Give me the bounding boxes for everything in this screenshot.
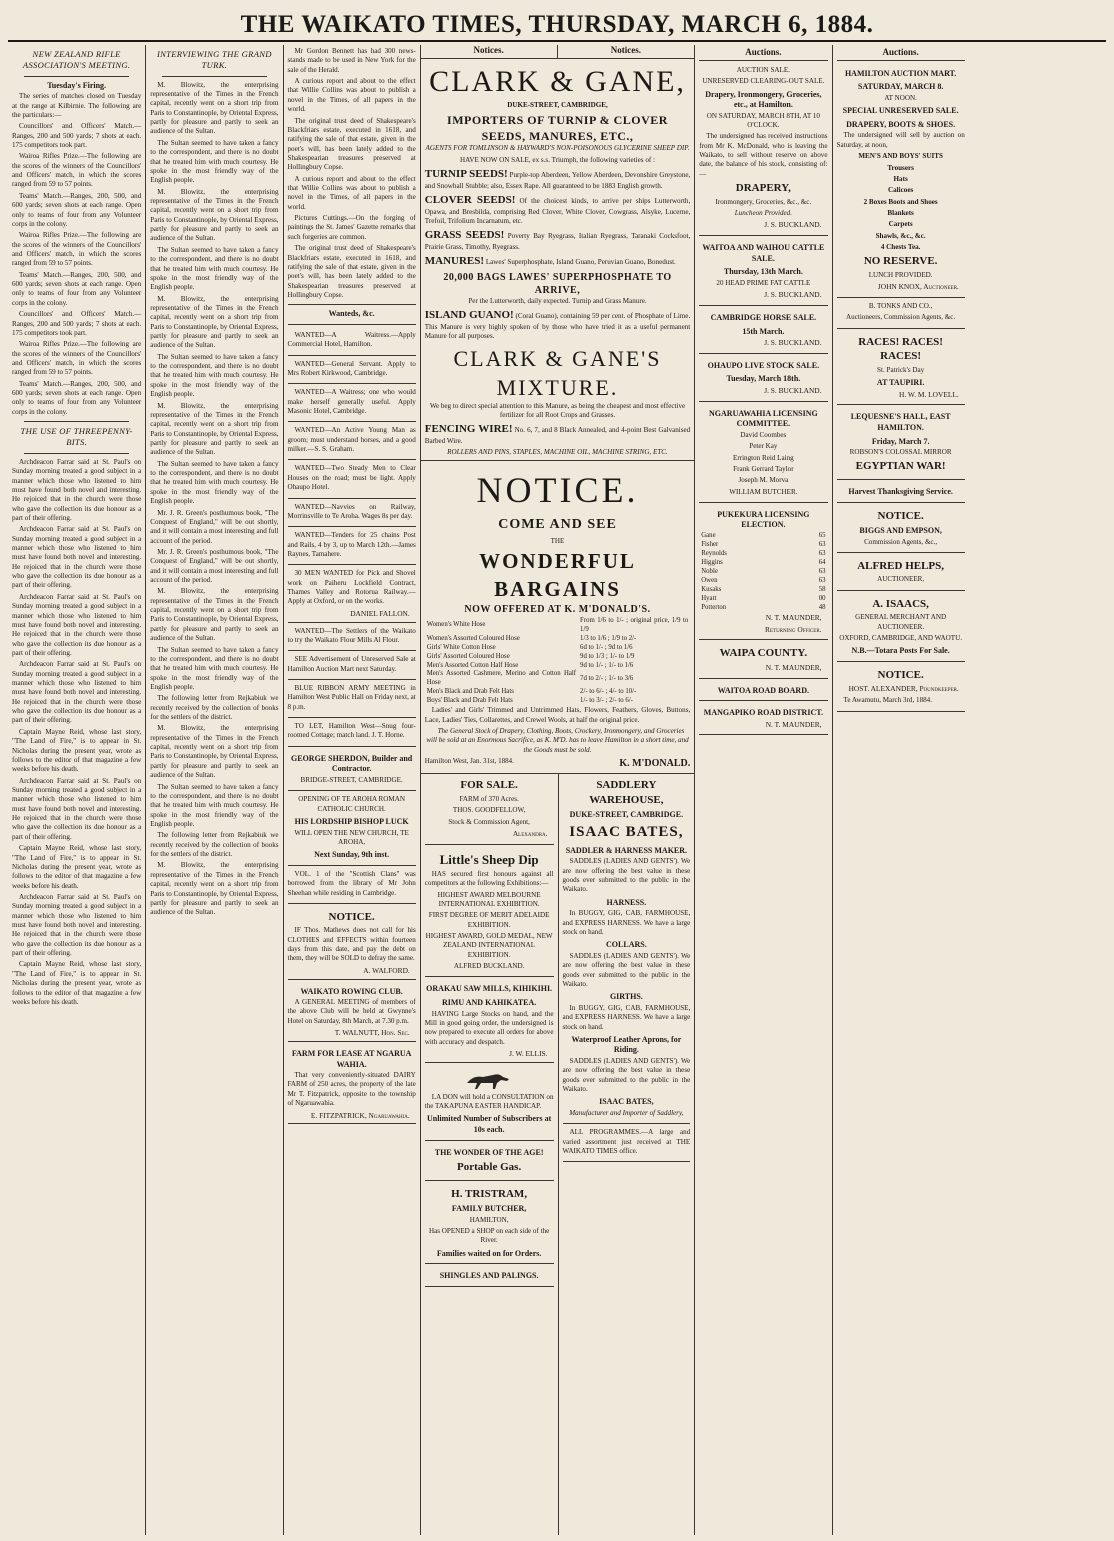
saddlery-ad: SADDLERY WAREHOUSE, DUKE-STREET, CAMBRIDGE. ISAAC BATES, SADDLER & HARNESS MAKER. SADDLES (LADIES AND GENTS'). We are now offering the best value in these goods ever submitted to the public in the Waikato. HARNESS. In BUGGY, GIG, CAB, FARMHOUSE, and EXPRESS HARNESS. We have a large stock on hand. COLLARS. SADDLES (LADIES AND GENTS'). We are now offering the best value in these goods ever submitted to the public in the Waikato. GIRTHS. In BUGGY, GIG, CAB, FARMHOUSE, and EXPRESS HARNESS. We have a large stock on hand. Waterproof Leather Aprons, for Riding. SADDLES (LADIES AND GENTS'). We are now offering the best value in these goods ever submitted to the public in the Waikato. ISAAC BATES, Manufacturer and Importer of Saddlery, (563, 774, 691, 1124)
vote-row (699, 568, 827, 577)
races-ad: RACES! RACES! RACES! St. Patrick's Day AT TAUPIRI. H. W. M. LOVELL. (837, 331, 965, 406)
livestock-sale-ad: OHAUPO LIVE STOCK SALE. Tuesday, March 18th. J. S. BUCKLAND. (699, 356, 827, 402)
vote-row (699, 559, 827, 568)
classified-ad: WANTED—The Settlers of the Waikato to try the Waikato Flour Mills Al Flour. (288, 625, 416, 652)
shingles-ad: SHINGLES AND PALINGS. (425, 1266, 554, 1287)
candidate-list (699, 431, 827, 497)
vote-row (699, 577, 827, 586)
notice-ad: NOTICE. IF Thos. Mathews does not call for his CLOTHES and EFFECTS within fourteen days from this date, and pay the debt on them, they will be SOLD to defray the same. A. WALFORD. (288, 906, 416, 980)
waipa-ad: WAIPA COUNTY. N. T. MAUNDER, (699, 642, 827, 678)
article-paragraph: Archdeacon Farrar said at St. Paul's on Sunday morning treated a good subject in a manner which those who listened to him must have found both novel and interesting. He rejoiced that in the church were those who gave the collection its due honour as a part of their offering. (12, 592, 142, 657)
rowing-ad: WAIKATO ROWING CLUB. A GENERAL MEETING of members of the above Club will be held at Gwynne's Hotel on Saturday, 8th March, at 7.30 p.m. T. WALNUTT, Hon. Sec. (288, 982, 416, 1042)
helps-ad: ALFRED HELPS, AUCTIONEER, (837, 555, 965, 591)
vote-name: Hyatt (701, 594, 717, 602)
article-paragraph: M. Blowitz, the enterprising representative of the Times in the French capital, recently went on a short trip from Paris to Constantinople, by Oriental Express, partly for pleasure and partly to seek an audience of the Sultan. (150, 187, 279, 243)
column-4 (421, 774, 558, 1535)
vote-name: Fisher (701, 541, 719, 548)
vote-count: 63 (818, 576, 826, 584)
vote-name: Gane (701, 532, 716, 540)
article-paragraph: Wairoa Rifles Prize.—The following are the scores of the winners of the Councillors' and Officers' match, in which the scores ranged from 59 to 57 points. (12, 152, 142, 189)
sale-item: Calicoes (888, 186, 914, 195)
article-paragraph: M. Blowitz, the enterprising representative of the Times in the French capital, recently went on a short trip from Paris to Constantinople, by Oriental Express, partly for pleasure and partly to seek an audience of the Sultan. (150, 80, 279, 136)
notices-header: Notices. (421, 45, 558, 59)
clark-gane-importers: IMPORTERS OF TURNIP & CLOVER SEEDS, MANURES, ETC., (447, 112, 668, 143)
article-paragraph: Archdeacon Farrar said at St. Paul's on Sunday morning treated a good subject in a manner which those who listened to him must have found both novel and interesting. He rejoiced that in the church were those who gave the collection its due honour as a part of their offering. (12, 525, 142, 590)
article-paragraph: The following letter from Rejkabiuk we recently received by the collection of books for the settlers of the district. (150, 694, 279, 722)
article-paragraph: The Sultan seemed to have taken a fancy to the correspondent, and there is no doubt that he treated him with much courtesy. He spoke in the most friendly way of the English people. (150, 459, 279, 506)
vote-row (699, 604, 827, 613)
candidate-name: Frank Gerrard Taylor (733, 464, 794, 473)
price-row (425, 662, 691, 671)
classified-ad: WANTED—Two Steady Men to Clear Houses on the road; must be light. Apply Ohaupo Hotel. (288, 462, 416, 498)
gas-ad: THE WONDER OF THE AGE! Portable Gas. (425, 1143, 554, 1181)
consultation-ad: LA DON will hold a CONSULTATION on the TAKAPUNA EASTER HANDICAP. Unlimited Number of Subscribers at 10s each. (425, 1065, 554, 1141)
article-paragraph: M. Blowitz, the enterprising representative of the Times in the French capital, recently went on a short trip from Paris to Constantinople, by Oriental Express, partly for pleasure and partly to seek an audience of the Sultan. (150, 401, 279, 457)
vote-name: Owen (701, 576, 718, 584)
church-ad: OPENING OF TE AROHA ROMAN CATHOLIC CHURCH. HIS LORDSHIP BISHOP LUCK WILL OPEN THE NEW CHURCH, TE AROHA, Next Sunday, 9th inst. (288, 793, 416, 866)
price-row (425, 670, 691, 688)
sale-item: Shawls, &c., &c. (875, 231, 926, 240)
farm-ad: FARM FOR LEASE AT NGARUA WAHIA. That very conveniently-situated DAIRY FARM of 250 acres, the property of the late Mr T. Fitzpatrick, opposite to the township of Ngaruawahia. E. FITZPATRICK, Ngaruawahia. (288, 1044, 416, 1124)
article-paragraph: Archdeacon Farrar said at St. Paul's on Sunday morning treated a good subject in a manner which those who listened to him must have found both novel and interesting. He rejoiced that in the church were those who gave the collection its due honour as a part of their offering. (12, 660, 142, 725)
clearing-sale-ad: AUCTION SALE. UNRESERVED CLEARING-OUT SALE. Drapery, Ironmongery, Groceries, etc., at Hamilton. ON SATURDAY, MARCH 8TH, AT 10 O'CLOCK. The undersigned has received instructions from Mr K. McDonald, who is leaving the Waikato, to sell without reserve on above date, the balance of his stock, consisting of:— DRAPERY, Ironmongery, Groceries, &c., &c. Luncheon Provided. J. S. BUCKLAND. (699, 64, 827, 236)
article-paragraph: The original trust deed of Shakespeare's Blackfriars estate, executed in 1618, and ratifying the sale of that estate, given in the poet's will, has been lately added to the Shakespearian treasures preserved at Hollingbury Copse. (287, 116, 416, 172)
classified-ad: WANTED—An Active Young Man as groom; must understand horses, and a good milker.—S. S. Graham. (288, 424, 416, 460)
sheep-dip-ad: Little's Sheep Dip HAS secured first honours against all competitors at the following Exhibitions:— HIGHEST AWARD MELBOURNE INTERNATIONAL EXHIBITION. FIRST DEGREE OF MERIT ADELAIDE EXHIBITION. HIGHEST AWARD, GOLD MEDAL, NEW ZEALAND INTERNATIONAL EXHIBITION. ALFRED BUCKLAND. (425, 847, 554, 978)
article-paragraph: Pictures Cuttings.—On the forging of paintings the St. James' Gazette remarks that such forgeries are common. (287, 214, 416, 241)
candidate-name: Joseph M. Morva (738, 476, 789, 485)
vote-row (699, 595, 827, 604)
column-7 (832, 45, 969, 1535)
classified-ad: TO LET, Hamilton West—Snug four-roomed Cottage; match land. J. T. Horne. (288, 720, 416, 747)
tonks-ad: B. TONKS AND CO., Auctioneers, Commission Agents, &c. (837, 300, 965, 329)
pukekura-ad: PUKEKURA LICENSING ELECTION. Gane 65 Fisher 63 Reynolds 63 Higgins 64 Noble 63 Owen 63 Kusaks 58 Hyatt 00 Potterton 48 N. T. MAUNDER, Returning Officer. (699, 505, 827, 640)
tuesday-heading: Tuesday's Firing. (47, 80, 107, 90)
article-paragraph: The series of matches closed on Tuesday at the range at Kilbirnie. The following are the particulars:— (12, 92, 142, 119)
waitoa-road-ad: WAITOA ROAD BOARD. (699, 681, 827, 702)
price-item: Girls' Assorted Coloured Hose (426, 652, 510, 660)
vote-count: 00 (818, 594, 826, 602)
price-row (425, 644, 691, 653)
harvest-ad: Harvest Thanksgiving Service. (837, 482, 965, 503)
horse-sale-ad: CAMBRIDGE HORSE SALE. 15th March. J. S. BUCKLAND. (699, 308, 827, 354)
classified-ad: BLUE RIBBON ARMY MEETING in Hamilton West Public Hall on Friday next, at 8 p.m. (288, 682, 416, 718)
article-paragraph: Wairoa Rifles Prize.—The following are the scores of the winners of the Councillors' and Officers' match, in which the scores ranged from 59 to 57 points. (12, 340, 142, 377)
price-row (425, 617, 691, 635)
price-item: Boys' Black and Drab Felt Hats (426, 697, 513, 705)
vote-row (699, 541, 827, 550)
clark-gane-ad: CLARK & GANE, DUKE-STREET, CAMBRIDGE, IMPORTERS OF TURNIP & CLOVER SEEDS, MANURES, ETC., AGENTS FOR TOMLINSON & HAYWARD'S NON-POISONOUS GLYCERINE SHEEP DIP. HAVE NOW ON SALE, ex s.s. Triumph, the following varieties of : TURNIP SEEDS! Purple-top Aberdeen, Yellow Aberdeen, Devonshire Greystone, and Snowball Stubble; also, Essex Rape. All guaranteed to be 1883 English growth. CLOVER SEEDS! Of the choicest kinds, to arrive per ships Lutterworth, Opawa, and Bresbilda, comprising Red Clover, White Clover, Cowgrass, Alsyke, Lucerne, Trefoil, Trifolium Incarnatum, etc. GRASS SEEDS! Poverty Bay Ryegrass, Italian Ryegrass, Taranaki Cocksfoot, Prairie Grass, Timothy, Ryegrass. MANURES! Lawes' Superphosphate, Island Guano, Peruvian Guano, Bonedust. 20,000 BAGS LAWES' SUPERPHOSPHATE TO ARRIVE, Per the Lutterworth, daily expected. Turnip and Grass Manure. ISLAND GUANO! (Coral Guano), containing 59 per cent. of Phosphate of Lime. This Manure is very highly spoken of by those who have tried it as a useful permanent Manure for all purposes. CLARK & GANE'S MIXTURE. We beg to direct special attention to this Manure, as being the cheapest and most effective fertilizer for all Root Crops and Grasses. FENCING WIRE! No. 6, 7, and 8 Black Annealed, and 4-point Best Galvanised Barbed Wire. ROLLERS AND PINS, STAPLES, MACHINE OIL, MACHINE STRING, ETC. (421, 62, 695, 461)
sale-items (837, 152, 965, 252)
notices-lower (421, 774, 695, 1535)
article-paragraph: Archdeacon Farrar said at St. Paul's on Sunday morning treated a good subject in a manner which those who listened to him must have found both novel and interesting. He rejoiced that in the church were those who gave the collection its due honour as a part of their offering. (12, 776, 142, 841)
article-paragraph: Captain Mayne Reid, whose last story, "The Land of Fire," is to appear in St. Nicholas during the present year, wrote as follows to the editor of that magazine a few weeks before his death. (12, 960, 142, 1006)
price-range: 9d to 1/3 ; 1/- to 1/9 (580, 652, 635, 660)
sale-item: MEN'S AND BOYS' SUITS (858, 152, 943, 161)
classified-ad: 30 MEN WANTED for Pick and Shovel work on Paiheru Lockfield Contract, Thames Valley and Rotorua Railway.—Apply at Oxford, or on the works. DANIEL FALLON. (288, 567, 416, 622)
columns (8, 45, 1106, 1535)
racehorse-icon (459, 1069, 519, 1091)
article-paragraph: Councillors' and Officers' Match.—Ranges, 200 and 500 yards; 7 shots at each. 175 competitors took part. (12, 310, 142, 337)
price-table (425, 617, 691, 707)
auctions-header: Auctions. (699, 47, 827, 61)
vote-name: Potterton (701, 603, 727, 611)
candidate-name: Peter Kay (749, 442, 778, 451)
mcdonald-ad: NOTICE. COME AND SEE THE WONDERFUL BARGAINS NOW OFFERED AT K. M'DONALD'S. Women's White Hose From 1/6 to 1/- ; original price, 1/9 to 1/9 Women's Assorted Coloured Hose 1/3 to 1/6 ; 1/9 to 2/- Girls' White Cotton Hose 6d to 1/- ; 9d to 1/6 Girls' Assorted Coloured Hose 9d to 1/3 ; 1/- to 1/9 Men's Assorted Cotton Half Hose 9d to 1/- ; 1/- to 1/6 Men's Assorted Cashmere, Merino and Cotton Half Hose 7d to 2/- ; 1/- to 3/6 Men's Black and Drab Felt Hats 2/- to 6/- ; 4/- to 10/- Boys' Black and Drab Felt Hats 1/- to 3/- ; 2/- to 6/- Ladies' and Girls' Trimmed and Untrimmed Hats, Flowers, Feathers, Gloves, Buttons, Lace, Ladies' Ties, Collarettes, and Crewel Wools, at half the original price. The General Stock of Drapery, Clothing, Boots, Crockery, Ironmongery, and Groceries will be sold at an Enormous Sacrifice, as K. M'D. has to leave Hamilton in a short time, and the Goods must be sold. Hamilton West, Jan. 31st, 1884. K. M'DONALD. (421, 467, 695, 775)
vote-count: 64 (818, 558, 826, 566)
price-row (425, 697, 691, 706)
candidate-name: David Coombes (740, 430, 787, 439)
price-item: Men's Black and Drab Felt Hats (426, 688, 514, 696)
sale-item: 2 Boxes Boots and Shoes (863, 197, 938, 206)
classified-ad: WANTED—General Servant. Apply to Mrs Robert Kirkwood, Cambridge. (288, 358, 416, 385)
price-range: From 1/6 to 1/- ; original price, 1/9 to 1/9 (580, 616, 689, 633)
votes-table (699, 532, 827, 613)
vote-name: Higgins (701, 558, 723, 566)
article-paragraph: The Sultan seemed to have taken a fancy to the correspondent, and there is no doubt that he treated him with much courtesy. He spoke in the most friendly way of the English people. (150, 138, 279, 185)
article-paragraph: Councillors' and Officers' Match.—Ranges, 200 and 500 yards; 7 shots at each. 175 competitors took part. (12, 122, 142, 150)
price-row (425, 653, 691, 662)
vote-name: Reynolds (701, 549, 727, 557)
auctions-header: Auctions. (837, 47, 965, 61)
price-range: 6d to 1/- ; 9d to 1/6 (580, 643, 633, 651)
vote-count: 63 (818, 541, 826, 548)
article-paragraph: A curious report and about to the effect that Willie Collins was about to publish a novel in the Times, of all papers in the world. (287, 174, 416, 211)
classified-ad: WANTED—A Waitress; one who would make herself generally useful. Apply Masonic Hotel, Cambridge. (288, 386, 416, 422)
clark-gane-address: DUKE-STREET, CAMBRIDGE, (507, 101, 608, 110)
article-paragraph: The Sultan seemed to have taken a fancy to the correspondent, and there is no doubt that he treated him with much courtesy. He spoke in the most friendly way of the English people. (150, 645, 279, 691)
price-item: Women's Assorted Coloured Hose (426, 634, 520, 642)
classified-ad: SEE Advertisement of Unreserved Sale at Hamilton Auction Mart next Saturday. (288, 653, 416, 680)
article-paragraph: Teams' Match.—Ranges, 200, 500, and 600 yards; seven shots at each range. Open only to teams of four from any Volunteer corps in the colony. (12, 379, 142, 416)
article-title-turk: INTERVIEWING THE GRAND TURK. (156, 49, 272, 71)
vote-row (699, 586, 827, 595)
cattle-sale-ad: WAITOA AND WAIHOU CATTLE SALE. Thursday, 13th March. 20 HEAD PRIME FAT CATTLE J. S. BUCKLAND. (699, 238, 827, 306)
article-paragraph: Mr. J. R. Green's posthumous book, "The Conquest of England," will be out shortly, and it will contain a most interesting and full account of the period. (150, 508, 279, 545)
notices-header: Notices. (558, 45, 695, 59)
auction-mart-ad: HAMILTON AUCTION MART. SATURDAY, MARCH 8. AT NOON. SPECIAL UNRESERVED SALE. DRAPERY, BOOTS & SHOES. The undersigned will sell by auction on Saturday, at noon, MEN'S AND BOYS' SUITS Trousers Hats Calicoes 2 Boxes Boots and Shoes Blankets Carpets Shawls, &c., &c. 4 Chests Tea. NO RESERVE. LUNCH PROVIDED. JOHN KNOX, Auctioneer. (837, 64, 965, 298)
price-item: Girls' White Cotton Hose (426, 643, 496, 651)
article-paragraph: The Sultan seemed to have taken a fancy to the correspondent, and there is no doubt that he treated him with much courtesy. He spoke in the most friendly way of the English people. (150, 782, 279, 828)
classified-ad: WANTED—Navvies on Railway, Morrinsville to Te Aroha. Wages 8s per day. (288, 501, 416, 528)
column-5 (558, 774, 695, 1535)
classified-ad: WANTED—A Waitress.—Apply Commercial Hotel, Hamilton. (288, 329, 416, 356)
sale-item: 4 Chests Tea. (880, 243, 921, 252)
pound-notice-ad: NOTICE. HOST. ALEXANDER, Poundkeeper. Te Awamutu, March 3rd, 1884. (837, 664, 965, 712)
licensing-ad: NGARUAWAHIA LICENSING COMMITTEE. David Coombes Peter Kay Errington Reid Laing Frank Gerrard Taylor Joseph M. Morva WILLIAM BUTCHER. (699, 404, 827, 503)
notice-title: NOTICE. (476, 469, 639, 510)
article-paragraph: M. Blowitz, the enterprising representative of the Times in the French capital, recently went on a short trip from Paris to Constantinople, by Oriental Express, partly for pleasure and partly to seek an audience of the Sultan. (150, 724, 279, 780)
vote-count: 63 (818, 567, 826, 575)
article-title-rifle: NEW ZEALAND RIFLE ASSOCIATION'S MEETING. (22, 49, 131, 71)
price-row (425, 635, 691, 644)
article-paragraph: M. Blowitz, the enterprising representative of the Times in the French capital, recently went on a short trip from Paris to Constantinople, by Oriental Express, partly for pleasure and partly to seek an audience of the Sultan. (150, 587, 279, 643)
article-paragraph: M. Blowitz, the enterprising representative of the Times in the French capital, recently went on a short trip from Paris to Constantinople, by Oriental Express, partly for pleasure and partly to seek an audience of the Sultan. (150, 861, 279, 917)
price-range: 1/3 to 1/6 ; 1/9 to 2/- (580, 634, 637, 642)
classified-ad: WANTED—Tenders for 25 chains Post and Rails, 4 by 3, up to March 12th.—James Raynes, Tamahere. (288, 529, 416, 565)
candidate-name: Errington Reid Laing (733, 453, 794, 462)
sale-item: Blankets (887, 208, 914, 217)
price-row (425, 688, 691, 697)
column-2 (145, 45, 282, 1535)
sale-item: Trousers (887, 163, 914, 172)
isaacs-ad: A. ISAACS, GENERAL MERCHANT AND AUCTIONEER. OXFORD, CAMBRIDGE, AND WAOTU. N.B.—Totara Posts For Sale. (837, 593, 965, 662)
piako-ad: FOR SALE. FARM of 370 Acres. THOS. GOODFELLOW, Stock & Commission Agent, Alexandra. (425, 774, 554, 844)
lequesne-ad: LEQUESNE'S HALL, EAST HAMILTON. Friday, March 7. ROBSON'S COLOSSAL MIRROR EGYPTIAN WAR! (837, 407, 965, 480)
clark-gane-title: CLARK & GANE, (429, 64, 686, 98)
price-item: Men's Assorted Cashmere, Merino and Cotton Half Hose (426, 670, 577, 687)
sale-item: Carpets (888, 220, 913, 229)
price-range: 2/- to 6/- ; 4/- to 10/- (580, 688, 637, 696)
article-paragraph: Archdeacon Farrar said at St. Paul's on Sunday morning treated a good subject in a manner which those who listened to him must have found both novel and interesting. He rejoiced that in the church were those who gave the collection its due honour as a part of their offering. (12, 892, 142, 958)
wanteds-heading: Wanteds, &c. (328, 309, 375, 319)
price-range: 1/- to 3/- ; 2/- to 6/- (580, 697, 633, 705)
columns-4-5 (420, 45, 695, 1535)
article-paragraph: Captain Mayne Reid, whose last story, "The Land of Fire," is to appear in St. Nicholas during the present year, wrote as follows to the editor of that magazine a few weeks before his death. (12, 727, 142, 774)
candidate-name: WILLIAM BUTCHER. (729, 487, 798, 496)
article-title-threepenny: THE USE OF THREEPENNY-BITS. (20, 426, 133, 448)
masthead: THE WAIKATO TIMES, THURSDAY, MARCH 6, 1884. (8, 8, 1106, 42)
notice-ad: NOTICE. BIGGS AND EMPSON, Commission Agents, &c., (837, 505, 965, 553)
column-6 (694, 45, 831, 1535)
column-3 (283, 45, 420, 1535)
programmes-ad: ALL PROGRAMMES.—A large and varied assortment just received at THE WAIKATO TIMES office. (563, 1126, 691, 1162)
price-range: 9d to 1/- ; 1/- to 1/6 (580, 661, 634, 669)
article-paragraph: A curious report and about to the effect that Willie Collins was about to publish a novel in the Times, of all papers in the world. (287, 77, 416, 114)
sale-item: Hats (893, 174, 908, 183)
notices-headers (421, 45, 695, 62)
price-range: 7d to 2/- ; 1/- to 3/6 (580, 674, 634, 682)
classified-ad: VOL. 1 of the "Scottish Clans" was borrowed from the library of Mr John Sheehan while residing in Cambridge. (288, 868, 416, 904)
mangapiko-ad: MANGAPIKO ROAD DISTRICT. N. T. MAUNDER, (699, 703, 827, 735)
article-paragraph: Mr Gordon Bennett has had 300 news-stands made to be used in New York for the sale of the Herald. (287, 47, 416, 74)
butcher-ad: H. TRISTRAM, FAMILY BUTCHER, HAMILTON, Has OPENED a SHOP on each side of the River. Families waited on for Orders. (425, 1183, 554, 1265)
vote-row (699, 550, 827, 559)
vote-name: Noble (701, 567, 718, 575)
article-paragraph: Archdeacon Farrar said at St. Paul's on Sunday morning treated a good subject in a manner which those who listened to him must have found both novel and interesting. He rejoiced that in the church were those who gave the collection its due honour as a part of their offering. (12, 457, 142, 522)
article-paragraph: M. Blowitz, the enterprising representative of the Times in the French capital, recently went on a short trip from Paris to Constantinople, by Oriental Express, partly for pleasure and partly to seek an audience of the Sultan. (150, 294, 279, 350)
vote-count: 65 (818, 532, 826, 540)
article-paragraph: The original trust deed of Shakespeare's Blackfriars estate, executed in 1618, and ratifying the sale of that estate, given in the poet's will, has been lately added to the Shakespearian treasures preserved at Hollingbury Copse. (287, 244, 416, 299)
builder-ad: GEORGE SHERDON, Builder and Contractor. BRIDGE-STREET, CAMBRIDGE. (288, 749, 416, 791)
column-1 (8, 45, 145, 1535)
article-paragraph: Teams' Match.—Ranges, 200, 500, and 600 yards; seven shots at each range. Open only to teams of four from any Volunteer corps in the colony. (12, 270, 142, 307)
vote-count: 63 (818, 549, 826, 557)
article-paragraph: The following letter from Rejkabiuk we recently received by the collection of books for the settlers of the district. (150, 831, 279, 859)
vote-count: 58 (818, 585, 826, 593)
article-paragraph: Captain Mayne Reid, whose last story, "The Land of Fire," is to appear in St. Nicholas during the present year, wrote as follows to the editor of that magazine a few weeks before his death. (12, 844, 142, 890)
article-paragraph: The Sultan seemed to have taken a fancy to the correspondent, and there is no doubt that he treated him with much courtesy. He spoke in the most friendly way of the English people. (150, 245, 279, 292)
vote-name: Kusaks (701, 585, 722, 593)
vote-row (699, 532, 827, 541)
article-paragraph: Teams' Match.—Ranges, 200, 500, and 600 yards; seven shots at each range. Open only to teams of four from any Volunteer corps in the colony. (12, 191, 142, 228)
article-paragraph: Wairoa Rifles Prize.—The following are the scores of the winners of the Councillors' and Officers' match, in which the scores ranged from 59 to 57 points. (12, 231, 142, 268)
article-paragraph: Mr. J. R. Green's posthumous book, "The Conquest of England," will be out shortly, and it will contain a most interesting and full account of the period. (150, 547, 279, 585)
vote-count: 48 (818, 603, 826, 611)
price-item: Men's Assorted Cotton Half Hose (426, 661, 519, 669)
article-paragraph: The Sultan seemed to have taken a fancy to the correspondent, and there is no doubt that he treated him with much courtesy. He spoke in the most friendly way of the English people. (150, 352, 279, 399)
sawmill-ad: ORAKAU SAW MILLS, KIHIKIHI. RIMU AND KAHIKATEA. HAVING Large Stocks on hand, and the Mill in good going order, the undersigned is now prepared to execute all orders for above with accuracy and despatch. J. W. ELLIS. (425, 979, 554, 1062)
price-item: Women's White Hose (426, 621, 486, 629)
